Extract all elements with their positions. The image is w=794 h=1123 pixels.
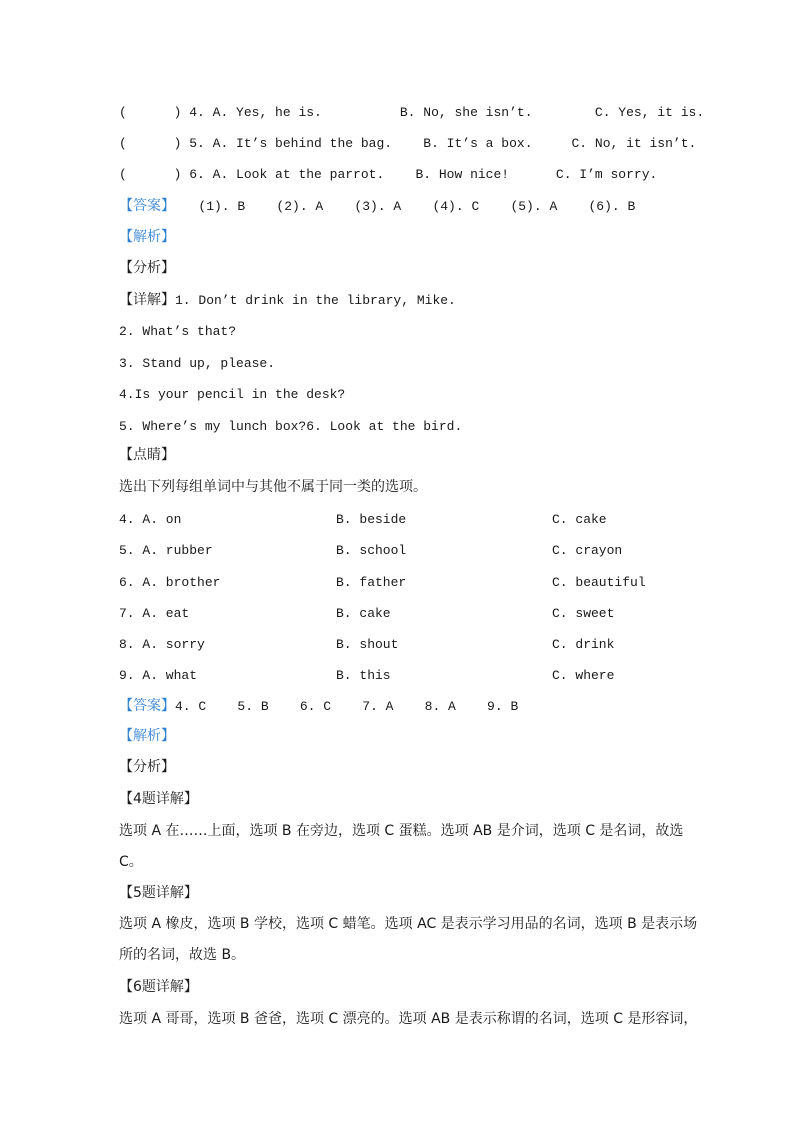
answer-text: 4. C 5. B 6. C 7. A 8. A 9. B [175,699,519,714]
instruction-text: 选出下列每组单词中与其他不属于同一类的选项。 [119,479,427,495]
option-a: 5. A. rubber [119,543,213,558]
detail-tag: 【详解】 [119,292,175,308]
option-b: B. this [336,668,391,683]
q4-detail-line-1: 选项 A 在……上面，选项 B 在旁边，选项 C 蛋糕。选项 AB 是介词，选项 C 是名词，故选 [119,823,684,839]
answer-tag: 【答案】 [119,698,175,714]
answer-text: (1). B (2). A (3). A (4). C (5). A (6). B [175,199,636,214]
analysis-tag-2: 【解析】 [119,728,175,744]
q5-detail-line-1: 选项 A 橡皮，选项 B 学校，选项 C 蜡笔。选项 AC 是表示学习用品的名词，选项 B 是表示场 [119,916,698,932]
question-line-5 [119,135,696,153]
option-c: C. crayon [552,543,623,558]
option-c: C. beautiful [552,575,646,590]
option-b: B. father [336,575,407,590]
script-line-4: 4.Is your pencil in the desk? [119,387,346,402]
option-a: 6. A. brother [119,575,221,590]
question-text: 4. A. Yes, he is. B. No, she isn’t. C. Yes, it is. [189,105,705,120]
detail-line-1 [119,291,456,310]
answer-paren: ( ) [119,167,182,182]
answer-paren: ( ) [119,105,182,120]
answer-tag: 【答案】 [119,198,175,214]
answer-paren: ( ) [119,136,182,151]
option-a: 7. A. eat [119,606,190,621]
answer-line-2 [119,697,518,716]
analysis-tag-1: 【解析】 [119,229,175,245]
question-text: 6. A. Look at the parrot. B. How nice! C. I’m sorry. [189,167,658,182]
q4-detail-tag: 【4题详解】 [119,791,198,807]
detail-text: 1. Don’t drink in the library, Mike. [175,293,456,308]
q6-detail-line-1: 选项 A 哥哥，选项 B 爸爸，选项 C 漂亮的。选项 AB 是表示称谓的名词，选项 C 是形容词， [119,1011,698,1027]
q4-detail-line-2: C。 [119,854,143,870]
fenxi-tag-2: 【分析】 [119,759,175,775]
option-a: 9. A. what [119,668,198,683]
fenxi-tag-1: 【分析】 [119,260,175,276]
question-text: 5. A. It’s behind the bag. B. It’s a box. C. No, it isn’t. [189,136,697,151]
option-c: C. cake [552,512,607,527]
option-c: C. drink [552,637,615,652]
option-b: B. shout [336,637,399,652]
option-b: B. school [336,543,407,558]
script-line-2: 2. What’s that? [119,324,237,339]
script-line-5: 5. Where’s my lunch box?6. Look at the bird. [119,419,463,434]
option-a: 8. A. sorry [119,637,205,652]
option-b: B. beside [336,512,407,527]
script-line-3: 3. Stand up, please. [119,356,276,371]
option-a: 4. A. on [119,512,182,527]
dianjing-tag: 【点睛】 [119,447,175,463]
q5-detail-tag: 【5题详解】 [119,885,198,901]
option-b: B. cake [336,606,391,621]
q5-detail-line-2: 所的名词，故选 B。 [119,947,246,963]
answer-line-1 [119,197,635,216]
q6-detail-tag: 【6题详解】 [119,979,198,995]
question-line-6 [119,166,657,184]
option-c: C. where [552,668,615,683]
question-line-4 [119,104,704,122]
option-c: C. sweet [552,606,615,621]
